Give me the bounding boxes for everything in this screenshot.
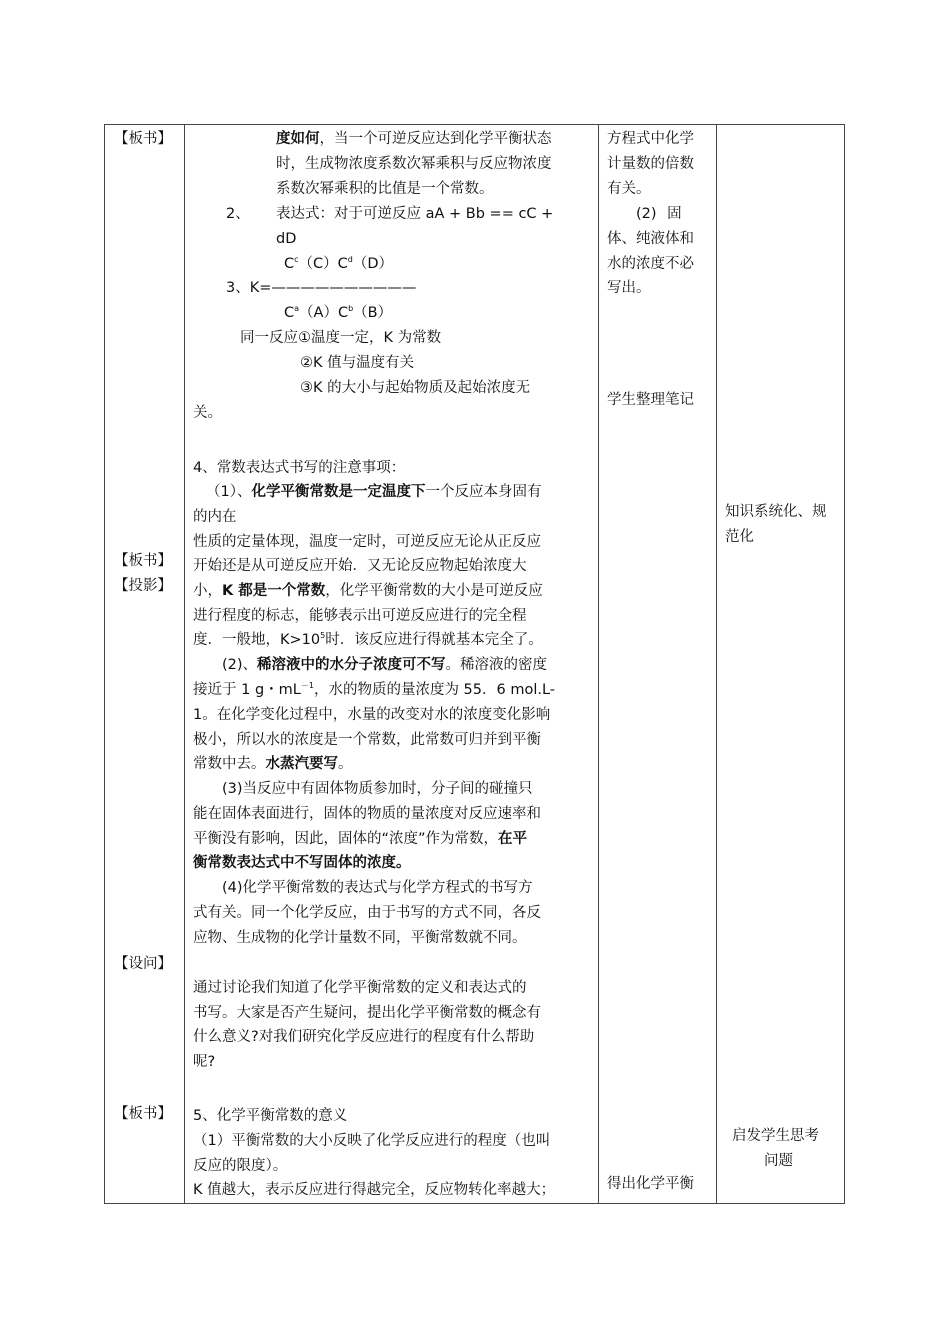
intent-line: 问题 [764, 1153, 793, 1169]
content-line: (3)当反应中有固体物质参加时，分子间的碰撞只 [222, 781, 533, 797]
stage-label: 【板书】 [114, 553, 172, 569]
content-line: 反应的限度）。 [193, 1158, 288, 1174]
column-divider [598, 125, 599, 1203]
activity-line: 有关。 [607, 181, 651, 197]
content-line: 时，生成物浓度系数次幂乘积与反应物浓度 [276, 156, 552, 172]
content-line: ③K 的大小与起始物质及起始浓度无 [300, 380, 531, 396]
activity-line: 体、纯液体和 [607, 231, 694, 247]
content-line: 小，K 都是一个常数，化学平衡常数的大小是可逆反应 [193, 583, 543, 599]
activity-line: 计量数的倍数 [607, 156, 694, 172]
activity-line: 得出化学平衡 [607, 1176, 694, 1192]
content-line: 开始还是从可逆反应开始．又无论反应物起始浓度大 [193, 558, 527, 574]
content-line: 性质的定量体现，温度一定时，可逆反应无论从正反应 [193, 534, 541, 550]
content-line: 关。 [193, 405, 222, 421]
intent-line: 知识系统化、规 [725, 504, 827, 520]
intent-line: 范化 [725, 529, 754, 545]
column-divider [716, 125, 717, 1203]
content-line: K 值越大，表示反应进行得越完全，反应物转化率越大； [193, 1182, 556, 1198]
activity-line: 学生整理笔记 [607, 392, 694, 408]
content-line: dD [276, 231, 297, 247]
content-line: 应物、生成物的化学计量数不同，平衡常数就不同。 [193, 930, 527, 946]
stage-label: 【板书】 [114, 1106, 172, 1122]
content-line: 书写。大家是否产生疑问，提出化学平衡常数的概念有 [193, 1005, 541, 1021]
list-number: 2、 [226, 206, 250, 222]
content-line: (4)化学平衡常数的表达式与化学方程式的书写方 [222, 880, 533, 896]
stage-label: 【设问】 [114, 956, 172, 972]
activity-line: (2) 固 [636, 206, 682, 222]
content-line: 同一反应①温度一定，K 为常数 [240, 330, 442, 346]
content-line: 呢? [193, 1054, 216, 1070]
content-line: 极小，所以水的浓度是一个常数，此常数可归并到平衡 [193, 732, 541, 748]
content-line: 衡常数表达式中不写固体的浓度。 [193, 855, 411, 871]
content-line: 能在固体表面进行，固体的物质的量浓度对反应速率和 [193, 806, 541, 822]
column-divider [184, 125, 185, 1203]
activity-line: 水的浓度不必 [607, 256, 694, 272]
content-line: (2)、稀溶液中的水分子浓度可不写。稀溶液的密度 [222, 657, 548, 673]
section-title: 5、化学平衡常数的意义 [193, 1108, 348, 1124]
intent-line: 启发学生思考 [732, 1128, 819, 1144]
formula-denominator: $C^a(A)C^b(B)$ [284, 304, 393, 321]
content-line: 度如何，当一个可逆反应达到化学平衡状态 [276, 131, 552, 147]
content-line: 通过讨论我们知道了化学平衡常数的定义和表达式的 [193, 980, 527, 996]
content-line: 进行程度的标志，能够表示出可逆反应进行的完全程 [193, 608, 527, 624]
content-line: 系数次幂乘积的比值是一个常数。 [276, 181, 494, 197]
content-line: 表达式：对于可逆反应 aA + Bb == cC + [276, 206, 554, 222]
stage-label: 【板书】 [114, 131, 172, 147]
formula-line: 3、K=—————————— [226, 280, 417, 296]
content-line: 式有关。同一个化学反应，由于书写的方式不同，各反 [193, 905, 541, 921]
stage-label: 【投影】 [114, 578, 172, 594]
content-line: （1）平衡常数的大小反映了化学反应进行的程度（也叫 [193, 1133, 551, 1149]
activity-line: 写出。 [607, 280, 651, 296]
content-line: 平衡没有影响，因此，固体的“浓度”作为常数，在平 [193, 831, 528, 847]
content-line: （1）、化学平衡常数是一定温度下一个反应本身固有 [206, 484, 542, 500]
content-line: 1。在化学变化过程中，水量的改变对水的浓度变化影响 [193, 707, 551, 723]
content-line: ②K 值与温度有关 [300, 355, 415, 371]
content-line: 接近于 1 g・$mL^{-1}$，水的物质的量浓度为 55．6 mol.L- [193, 681, 556, 698]
content-line: 度．一般地，$K>10^5$时．该反应进行得就基本完全了。 [193, 631, 543, 648]
activity-line: 方程式中化学 [607, 131, 694, 147]
section-title: 4、常数表达式书写的注意事项： [193, 460, 406, 476]
content-line: 什么意义?对我们研究化学反应进行的程度有什么帮助 [193, 1029, 535, 1045]
content-line: 常数中去。水蒸汽要写。 [193, 756, 353, 772]
content-line: 的内在 [193, 509, 237, 525]
formula-numerator: $C^c(C)C^d(D)$ [284, 255, 394, 272]
